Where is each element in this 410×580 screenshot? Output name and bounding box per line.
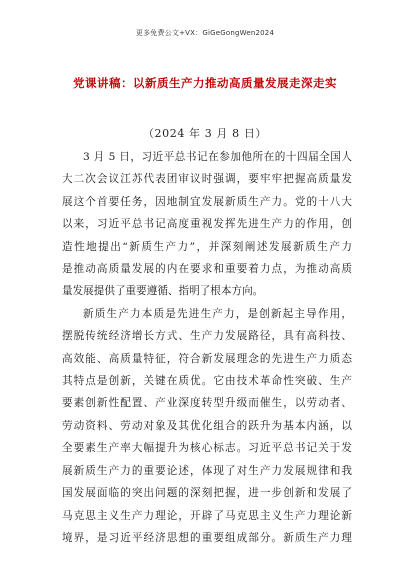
paragraph-line: 境界，是习近平经济思想的重要组成部分。新质生产力理: [62, 531, 352, 544]
paragraph-line: 要素创新性配置、产业深度转型升级而催生，以劳动者、: [62, 397, 352, 410]
header-note: 更多免费公文+VX：GiGeGongWen2024: [135, 29, 275, 37]
paragraph-line: 大二次会议江苏代表团审议时强调，要牢牢把握高质量发: [62, 173, 352, 186]
paragraph-line: 新质生产力本质是先进生产力，是创新起主导作用，: [83, 307, 352, 320]
paragraph-line: 全要素生产率大幅提升为核心标志。习近平总书记关于发: [62, 442, 352, 455]
paragraph-line: 是推动高质量发展的内在要求和重要着力点，为推动高质: [62, 263, 352, 276]
document-date: （2024 年 3 月 8 日）: [142, 127, 268, 140]
paragraph-line: 造性地提出“新质生产力”，并深刻阐述发展新质生产力: [62, 240, 352, 253]
paragraph-line: 展新质生产力的重要论述，体现了对生产力发展规律和我: [62, 464, 352, 477]
paragraph-line: 摆脱传统经济增长方式、生产力发展路径，具有高科技、: [62, 330, 352, 343]
paragraph-line: 量发展提供了重要遵循、指明了根本方向。: [62, 285, 264, 298]
paragraph-line: 马克思主义生产力理论，开辟了马克思主义生产力理论新: [62, 509, 352, 522]
paragraph-line: 其特点是创新，关键在质优。它由技术革命性突破、生产: [62, 375, 352, 388]
document-body: [62, 146, 352, 549]
paragraph-line: 劳动资料、劳动对象及其优化组合的跃升为基本内涵，以: [62, 419, 352, 432]
paragraph-line: 国发展面临的突出问题的深刻把握，进一步创新和发展了: [62, 487, 352, 500]
paragraph-line: 以来，习近平总书记高度重视发挥先进生产力的作用，创: [62, 218, 352, 231]
document-title: 党课讲稿：以新质生产力推动高质量发展走深走实: [73, 76, 337, 90]
paragraph-line: 3 月 5 日，习近平总书记在参加他所在的十四届全国人: [83, 151, 352, 163]
paragraph-line: 高效能、高质量特征，符合新发展理念的先进生产力质态: [62, 352, 352, 365]
paragraph-line: 展这个首要任务，因地制宜发展新质生产力。党的十八大: [62, 195, 352, 208]
